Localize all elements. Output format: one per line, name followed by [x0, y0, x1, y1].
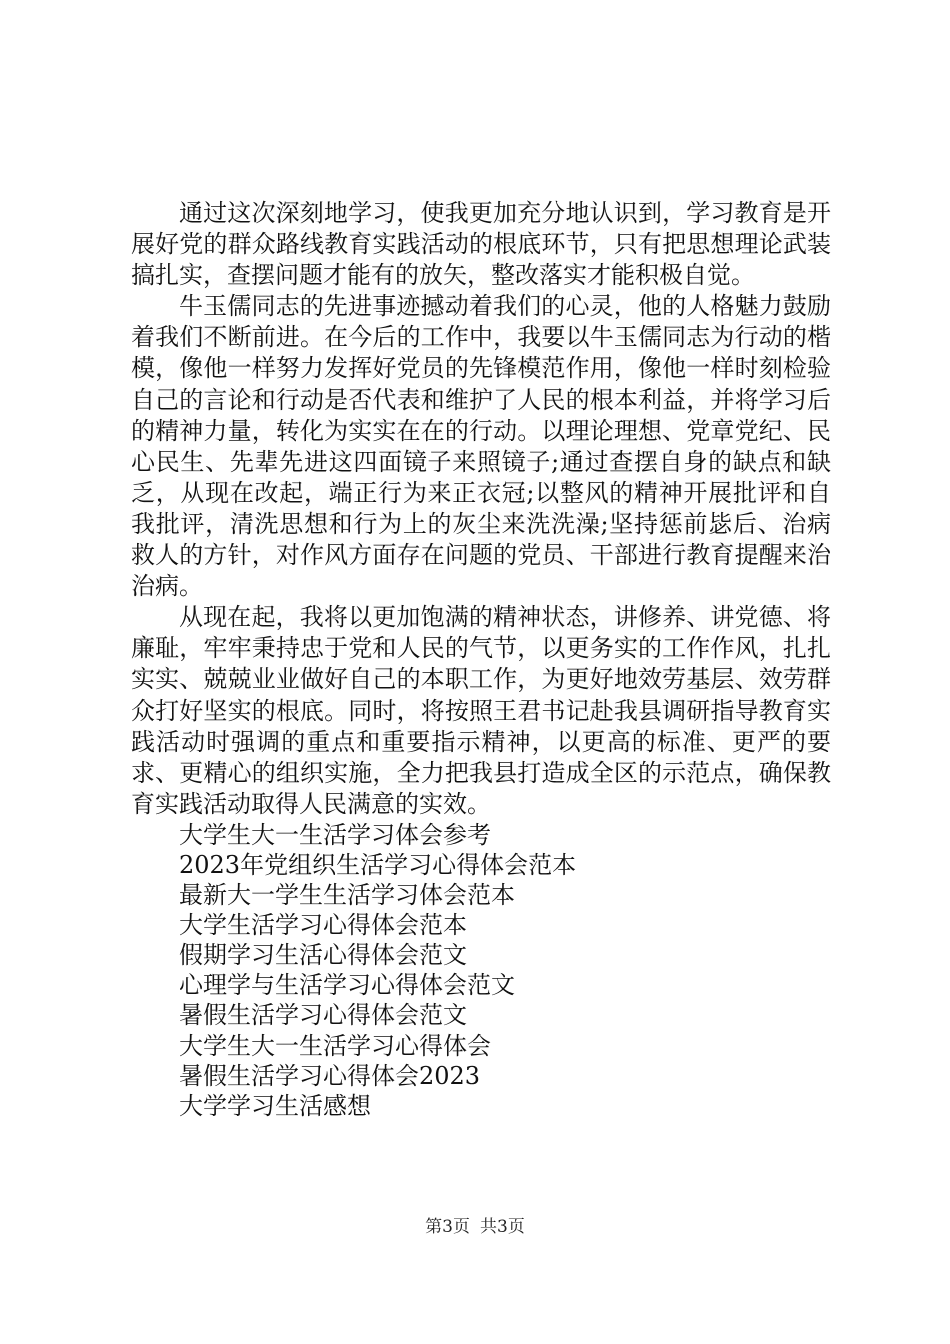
paragraph-study-summary: 通过这次深刻地学习，使我更加充分地认识到，学习教育是开展好党的群众路线教育实践活动的根底环节，只有把思想理论武装搞扎实，查摆问题才能有的放矢，整改落实才能积极自觉。	[131, 199, 831, 290]
related-articles-list	[131, 820, 831, 1121]
related-article-item[interactable]: 最新大一学生生活学习体会范本	[179, 881, 515, 910]
page-number-current: 第3页	[425, 1217, 470, 1237]
related-article-item[interactable]: 暑假生活学习心得体会范文	[179, 1001, 467, 1030]
related-article-item[interactable]: 心理学与生活学习心得体会范文	[179, 971, 515, 1000]
related-article-item[interactable]: 大学生大一生活学习体会参考	[179, 820, 491, 849]
related-article-item[interactable]: 大学生活学习心得体会范本	[179, 911, 467, 940]
related-article-item[interactable]: 2023年党组织生活学习心得体会范本	[179, 850, 577, 879]
related-article-item[interactable]: 大学生大一生活学习心得体会	[179, 1031, 491, 1060]
related-article-item[interactable]: 假期学习生活心得体会范文	[179, 941, 467, 970]
related-article-item[interactable]: 暑假生活学习心得体会2023	[179, 1061, 481, 1090]
paragraph-commitment: 从现在起，我将以更加饱满的精神状态，讲修养、讲党德、将廉耻，牢牢秉持忠于党和人民的气节，以更务实的工作作风，扎扎实实、兢兢业业做好自己的本职工作，为更好地效劳基层、效劳群众打好坚实的根底。同时，将按照王君书记赴我县调研指导教育实践活动时强调的重点和重要指示精神，以更高的标准、更严的要求、更精心的组织实施，全力把我县打造成全区的示范点，确保教育实践活动取得人民满意的实效。	[131, 603, 831, 818]
document-body	[131, 198, 831, 1121]
related-article-item[interactable]: 大学学习生活感想	[179, 1091, 371, 1120]
page-number-total: 共3页	[480, 1217, 525, 1237]
page-footer	[0, 1216, 950, 1238]
paragraph-role-model: 牛玉儒同志的先进事迹撼动着我们的心灵，他的人格魅力鼓励着我们不断前进。在今后的工作中，我要以牛玉儒同志为行动的楷模，像他一样努力发挥好党员的先锋模范作用，像他一样时刻检验自己的言论和行动是否代表和维护了人民的根本利益，并将学习后的精神力量，转化为实实在在的行动。以理论理想、党章党纪、民心民生、先辈先进这四面镜子来照镜子;通过查摆自身的缺点和缺乏，从现在改起，端正行为来正衣冠;以整风的精神开展批评和自我批评，清洗思想和行为上的灰尘来洗洗澡;坚持惩前毖后、治病救人的方针，对作风方面存在问题的党员、干部进行教育提醒来治治病。	[131, 292, 831, 601]
